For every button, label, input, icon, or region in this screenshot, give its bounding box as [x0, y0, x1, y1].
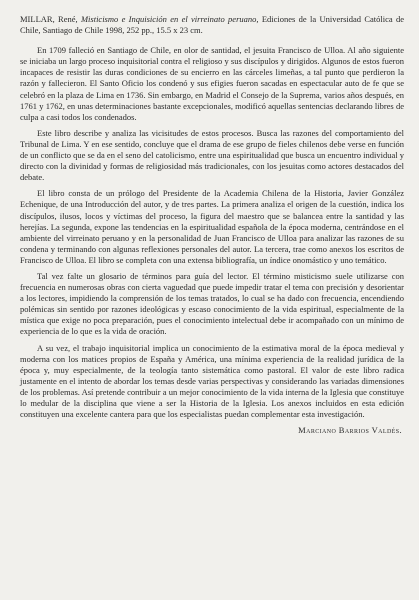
- bibliographic-header: [20, 14, 404, 36]
- review-paragraph-5: A su vez, el trabajo inquisitorial implica un conocimiento de la estimativa moral de la época medieval y moderna con los matices propios de España y América, una mínima experiencia de la realidad jurídica de la época y, muy especialmente, de la teología tanto sistemática como pastoral. El valor de este libro radica justamente en el intento de abordar los temas desde varias perspectivas y considerando las variadas dimensiones de los problemas. Así pretende contribuir a un mejor conocimiento de la vida interna de la Iglesia que constituye lo medular de la disciplina que viene a ser la Historia de la Iglesia. Los anexos incluidos en esta edición constituyen una excelente cantera para que los especialistas puedan complementar esta investigación.: [20, 342, 404, 420]
- review-author: MILLAR, René,: [20, 14, 78, 24]
- review-paragraph-4: Tal vez falte un glosario de términos para guía del lector. El término misticismo suele utilizarse con frecuencia en numerosas obras con cierta vaguedad que puede impedir tratar el tema con precisión y desorientar a los lectores, impidiendo la comprensión de los temas tratados, lo cual se ha dado con frecuencia, encendiendo polémicas sin sentido por razones ideológicas y escaso conocimiento de la vida espiritual, especialmente de la mística que exige no poca preparación, pues el conocimiento intelectual debe ir acompañado con un mínimo de experiencia de lo que es la vida de oración.: [20, 270, 404, 337]
- reviewer-signature: Marciano Barrios Valdés.: [298, 425, 402, 436]
- book-title: Misticismo e Inquisición en el virreinato peruano,: [80, 14, 259, 24]
- publication-details: Ediciones de la Universidad Católica de Chile, Santiago de Chile 1998, 252 pp., 15.5 x 23 cm.: [20, 14, 405, 36]
- review-paragraph-3: El libro consta de un prólogo del Presidente de la Academia Chilena de la Historia, Javier González Echenique, de una Introducción del autor, y de tres partes. La primera analiza el origen de la cuestión, indica los discípulos, ilusos, locos y víctimas del proceso, la figura del maestro que se balancea entre la santidad y las herejías. La segunda, expone las tendencias en la espiritualidad española de la época moderna, centrándose en el ambiente del virreinato peruano y en la personalidad de Juan Francisco de Ulloa para analizar las razones de su condena y terminando con algunas reflexiones personales del autor. La tercera, trae como anexos los escritos de Francisco de Ulloa. El libro se completa con una extensa bibliografía, un índice onomástico y uno temático.: [20, 188, 404, 265]
- review-paragraph-1: En 1709 falleció en Santiago de Chile, en olor de santidad, el jesuita Francisco de Ulloa. Al año siguiente se iniciaba un largo proceso inquisitorial contra el religioso y sus discípulos y dirigidos. Algunos de estos fueron incapaces de resistir las duras condiciones de su encierro en las cárceles limeñas, a tal punto que perdieron la razón y fallecieron. El Santo Oficio los condenó y sus efigies fueron sacadas en espectacular auto de fe que se celebró en la plaza de Lima en 1736. Sin embargo, en Madrid el Consejo de la Suprema, varios años después, en 1761 y 1762, en unas determinaciones bastante excepcionales, modificó aquellas sentencias declarando libres de culpa a casi todos los condenados.: [20, 45, 404, 122]
- review-paragraph-2: Este libro describe y analiza las vicisitudes de estos procesos. Busca las razones del comportamiento del Tribunal de Lima. Y en ese sentido, concluye que el drama de ese grupo de fieles chilenos debe verse en función de un conflicto que se da en el seno del catolicismo, entre una espiritualidad que busca un encuentro individual y directo con la divinidad y formas de religiosidad más tradicionales, con los jesuitas como actores destacados del debate.: [20, 127, 404, 183]
